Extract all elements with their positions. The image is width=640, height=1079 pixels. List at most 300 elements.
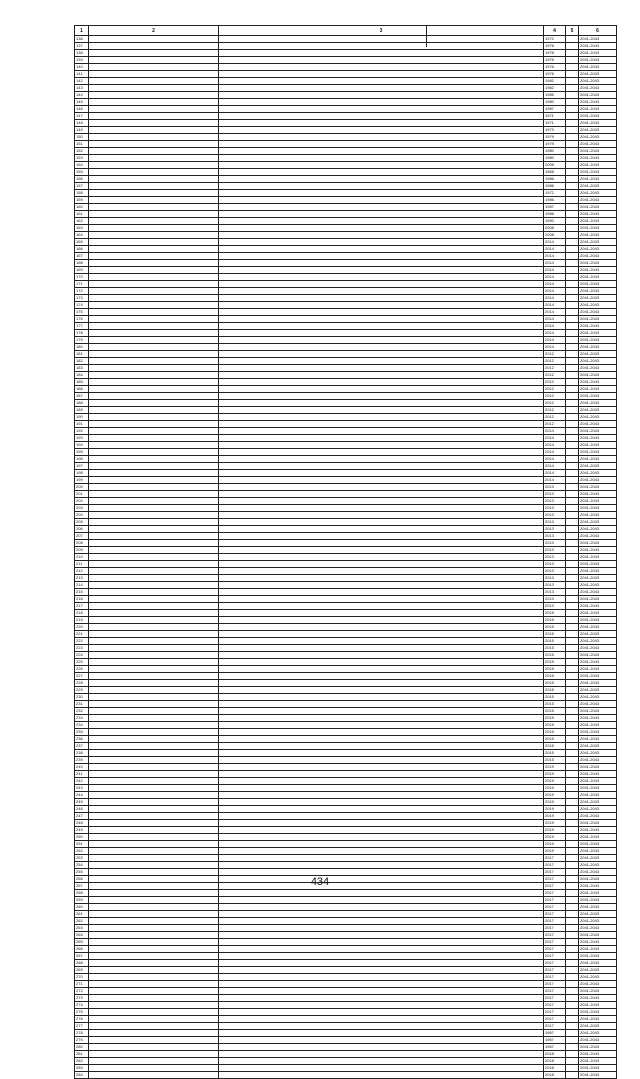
row-number: 249 bbox=[75, 827, 89, 834]
row-period: 2041-2043 bbox=[579, 953, 617, 960]
row-address bbox=[89, 568, 219, 575]
row-number: 138 bbox=[75, 50, 89, 57]
row-spacer bbox=[566, 239, 579, 246]
row-work-type bbox=[219, 344, 544, 351]
row-work-type bbox=[219, 939, 544, 946]
row-number: 233 bbox=[75, 715, 89, 722]
table-row bbox=[75, 120, 617, 127]
row-build-year: 2014 bbox=[544, 463, 566, 470]
row-number: 234 bbox=[75, 722, 89, 729]
row-address bbox=[89, 820, 219, 827]
row-address bbox=[89, 323, 219, 330]
row-spacer bbox=[566, 848, 579, 855]
row-spacer bbox=[566, 554, 579, 561]
row-work-type bbox=[219, 36, 544, 43]
row-build-year: 1980 bbox=[544, 99, 566, 106]
table-row bbox=[75, 148, 617, 155]
row-address bbox=[89, 638, 219, 645]
row-period: 2041-2043 bbox=[579, 344, 617, 351]
row-number: 177 bbox=[75, 323, 89, 330]
table-row bbox=[75, 267, 617, 274]
row-spacer bbox=[566, 652, 579, 659]
row-build-year: 1980 bbox=[544, 148, 566, 155]
row-period: 2041-2043 bbox=[579, 827, 617, 834]
row-number: 269 bbox=[75, 967, 89, 974]
row-number: 169 bbox=[75, 267, 89, 274]
table-row bbox=[75, 953, 617, 960]
table-row bbox=[75, 64, 617, 71]
row-period: 2041-2043 bbox=[579, 1002, 617, 1009]
table-row bbox=[75, 1044, 617, 1051]
row-work-type bbox=[219, 841, 544, 848]
row-number: 283 bbox=[75, 1065, 89, 1072]
row-build-year: 2017 bbox=[544, 911, 566, 918]
row-period: 2041-2043 bbox=[579, 834, 617, 841]
row-build-year: 2014 bbox=[544, 267, 566, 274]
row-work-type bbox=[219, 834, 544, 841]
row-number: 221 bbox=[75, 631, 89, 638]
row-spacer bbox=[566, 99, 579, 106]
row-build-year: 2014 bbox=[544, 260, 566, 267]
row-number: 158 bbox=[75, 190, 89, 197]
table-row bbox=[75, 316, 617, 323]
row-build-year: 2017 bbox=[544, 953, 566, 960]
row-spacer bbox=[566, 680, 579, 687]
row-number: 192 bbox=[75, 428, 89, 435]
row-spacer bbox=[566, 232, 579, 239]
row-work-type bbox=[219, 582, 544, 589]
row-address bbox=[89, 148, 219, 155]
row-address bbox=[89, 344, 219, 351]
row-address bbox=[89, 1051, 219, 1058]
row-number: 254 bbox=[75, 862, 89, 869]
row-build-year: 2012 bbox=[544, 421, 566, 428]
row-number: 200 bbox=[75, 484, 89, 491]
row-work-type bbox=[219, 995, 544, 1002]
row-period: 2041-2043 bbox=[579, 218, 617, 225]
row-build-year: 1986 bbox=[544, 211, 566, 218]
row-number: 215 bbox=[75, 589, 89, 596]
row-work-type bbox=[219, 743, 544, 750]
row-spacer bbox=[566, 743, 579, 750]
row-build-year: 2015 bbox=[544, 701, 566, 708]
row-build-year: 2013 bbox=[544, 533, 566, 540]
row-work-type bbox=[219, 274, 544, 281]
row-build-year: 1976 bbox=[544, 57, 566, 64]
row-period: 2041-2043 bbox=[579, 813, 617, 820]
table-row bbox=[75, 624, 617, 631]
row-period: 2041-2043 bbox=[579, 960, 617, 967]
row-spacer bbox=[566, 561, 579, 568]
row-spacer bbox=[566, 372, 579, 379]
row-build-year: 2015 bbox=[544, 694, 566, 701]
row-spacer bbox=[566, 1072, 579, 1079]
row-build-year: 1971 bbox=[544, 113, 566, 120]
table-row bbox=[75, 414, 617, 421]
row-address bbox=[89, 491, 219, 498]
row-number: 216 bbox=[75, 596, 89, 603]
row-address bbox=[89, 435, 219, 442]
row-work-type bbox=[219, 225, 544, 232]
row-work-type bbox=[219, 302, 544, 309]
row-number: 263 bbox=[75, 925, 89, 932]
row-spacer bbox=[566, 491, 579, 498]
table-row bbox=[75, 981, 617, 988]
row-spacer bbox=[566, 393, 579, 400]
row-build-year: 1976 bbox=[544, 64, 566, 71]
row-number: 203 bbox=[75, 505, 89, 512]
row-number: 273 bbox=[75, 995, 89, 1002]
row-build-year: 2013 bbox=[544, 554, 566, 561]
row-period: 2041-2043 bbox=[579, 764, 617, 771]
row-number: 235 bbox=[75, 729, 89, 736]
row-address bbox=[89, 995, 219, 1002]
row-work-type bbox=[219, 617, 544, 624]
row-build-year: 2014 bbox=[544, 344, 566, 351]
row-period: 2041-2043 bbox=[579, 582, 617, 589]
table-row bbox=[75, 974, 617, 981]
row-spacer bbox=[566, 918, 579, 925]
row-work-type bbox=[219, 547, 544, 554]
row-period: 2041-2043 bbox=[579, 155, 617, 162]
row-spacer bbox=[566, 211, 579, 218]
row-number: 167 bbox=[75, 253, 89, 260]
table-row bbox=[75, 701, 617, 708]
row-period: 2041-2043 bbox=[579, 113, 617, 120]
row-spacer bbox=[566, 1058, 579, 1065]
row-build-year: 2012 bbox=[544, 379, 566, 386]
row-build-year: 2014 bbox=[544, 435, 566, 442]
row-build-year: 2014 bbox=[544, 274, 566, 281]
row-work-type bbox=[219, 988, 544, 995]
row-number: 229 bbox=[75, 687, 89, 694]
row-build-year: 1987 bbox=[544, 106, 566, 113]
row-address bbox=[89, 127, 219, 134]
row-number: 144 bbox=[75, 92, 89, 99]
row-build-year: 2015 bbox=[544, 631, 566, 638]
row-build-year: 2014 bbox=[544, 323, 566, 330]
row-address bbox=[89, 827, 219, 834]
row-number: 261 bbox=[75, 911, 89, 918]
table-row bbox=[75, 1058, 617, 1065]
row-number: 185 bbox=[75, 379, 89, 386]
row-number: 142 bbox=[75, 78, 89, 85]
row-period: 2041-2043 bbox=[579, 162, 617, 169]
row-work-type bbox=[219, 575, 544, 582]
row-work-type bbox=[219, 673, 544, 680]
table-row bbox=[75, 799, 617, 806]
table-row bbox=[75, 533, 617, 540]
row-period: 2041-2043 bbox=[579, 204, 617, 211]
row-address bbox=[89, 1002, 219, 1009]
row-period: 2041-2043 bbox=[579, 64, 617, 71]
table-row bbox=[75, 918, 617, 925]
row-address bbox=[89, 498, 219, 505]
row-period: 2041-2043 bbox=[579, 505, 617, 512]
row-address bbox=[89, 365, 219, 372]
row-number: 231 bbox=[75, 701, 89, 708]
table-row bbox=[75, 652, 617, 659]
row-build-year: 2019 bbox=[544, 848, 566, 855]
row-spacer bbox=[566, 330, 579, 337]
row-spacer bbox=[566, 50, 579, 57]
row-address bbox=[89, 897, 219, 904]
row-address bbox=[89, 295, 219, 302]
row-work-type bbox=[219, 519, 544, 526]
row-address bbox=[89, 547, 219, 554]
header-col-num: 1 bbox=[75, 26, 89, 36]
row-build-year: 2014 bbox=[544, 442, 566, 449]
row-work-type bbox=[219, 421, 544, 428]
table-row bbox=[75, 127, 617, 134]
row-address bbox=[89, 722, 219, 729]
row-work-type bbox=[219, 141, 544, 148]
row-build-year: 2013 bbox=[544, 512, 566, 519]
row-number: 143 bbox=[75, 85, 89, 92]
row-build-year: 2017 bbox=[544, 1009, 566, 1016]
row-spacer bbox=[566, 1016, 579, 1023]
row-build-year: 2012 bbox=[544, 365, 566, 372]
row-spacer bbox=[566, 435, 579, 442]
table-row bbox=[75, 470, 617, 477]
row-build-year: 2014 bbox=[544, 253, 566, 260]
row-build-year: 2013 bbox=[544, 568, 566, 575]
row-number: 184 bbox=[75, 372, 89, 379]
table-row bbox=[75, 813, 617, 820]
row-spacer bbox=[566, 540, 579, 547]
row-period: 2041-2043 bbox=[579, 1051, 617, 1058]
table-row bbox=[75, 36, 617, 43]
row-number: 175 bbox=[75, 309, 89, 316]
table-row bbox=[75, 113, 617, 120]
row-address bbox=[89, 813, 219, 820]
row-work-type bbox=[219, 974, 544, 981]
row-work-type bbox=[219, 323, 544, 330]
row-number: 213 bbox=[75, 575, 89, 582]
table-row bbox=[75, 225, 617, 232]
row-address bbox=[89, 169, 219, 176]
row-work-type bbox=[219, 869, 544, 876]
row-number: 228 bbox=[75, 680, 89, 687]
row-period: 2041-2043 bbox=[579, 92, 617, 99]
row-period: 2041-2043 bbox=[579, 365, 617, 372]
row-spacer bbox=[566, 169, 579, 176]
row-spacer bbox=[566, 1051, 579, 1058]
row-build-year: 1973 bbox=[544, 127, 566, 134]
row-work-type bbox=[219, 701, 544, 708]
header-col-address: 2 bbox=[89, 26, 219, 36]
row-period: 2041-2043 bbox=[579, 596, 617, 603]
row-period: 2041-2043 bbox=[579, 624, 617, 631]
row-number: 272 bbox=[75, 988, 89, 995]
table-row bbox=[75, 50, 617, 57]
row-spacer bbox=[566, 771, 579, 778]
row-spacer bbox=[566, 64, 579, 71]
row-number: 195 bbox=[75, 449, 89, 456]
row-work-type bbox=[219, 358, 544, 365]
row-period: 2041-2043 bbox=[579, 722, 617, 729]
row-period: 2041-2043 bbox=[579, 106, 617, 113]
row-number: 145 bbox=[75, 99, 89, 106]
row-number: 224 bbox=[75, 652, 89, 659]
row-build-year: 2017 bbox=[544, 932, 566, 939]
row-period: 2041-2043 bbox=[579, 323, 617, 330]
row-work-type bbox=[219, 526, 544, 533]
row-build-year: 1986 bbox=[544, 176, 566, 183]
row-work-type bbox=[219, 1065, 544, 1072]
row-build-year: 2012 bbox=[544, 407, 566, 414]
row-build-year: 2017 bbox=[544, 897, 566, 904]
row-work-type bbox=[219, 281, 544, 288]
row-period: 2041-2043 bbox=[579, 43, 617, 50]
row-spacer bbox=[566, 862, 579, 869]
table-row bbox=[75, 785, 617, 792]
row-spacer bbox=[566, 631, 579, 638]
row-address bbox=[89, 393, 219, 400]
row-address bbox=[89, 617, 219, 624]
row-work-type bbox=[219, 603, 544, 610]
row-spacer bbox=[566, 645, 579, 652]
row-number: 242 bbox=[75, 778, 89, 785]
table-row bbox=[75, 582, 617, 589]
row-address bbox=[89, 540, 219, 547]
row-spacer bbox=[566, 113, 579, 120]
row-address bbox=[89, 428, 219, 435]
row-address bbox=[89, 561, 219, 568]
row-build-year: 2014 bbox=[544, 330, 566, 337]
row-work-type bbox=[219, 505, 544, 512]
table-row bbox=[75, 603, 617, 610]
row-address bbox=[89, 778, 219, 785]
row-period: 2041-2043 bbox=[579, 932, 617, 939]
row-address bbox=[89, 925, 219, 932]
row-spacer bbox=[566, 344, 579, 351]
row-spacer bbox=[566, 939, 579, 946]
row-period: 2041-2043 bbox=[579, 337, 617, 344]
table-row bbox=[75, 1002, 617, 1009]
row-period: 2041-2043 bbox=[579, 680, 617, 687]
row-spacer bbox=[566, 400, 579, 407]
table-row bbox=[75, 743, 617, 750]
row-spacer bbox=[566, 687, 579, 694]
row-address bbox=[89, 260, 219, 267]
row-work-type bbox=[219, 92, 544, 99]
row-period: 2041-2043 bbox=[579, 820, 617, 827]
row-number: 241 bbox=[75, 771, 89, 778]
row-spacer bbox=[566, 701, 579, 708]
row-address bbox=[89, 421, 219, 428]
row-work-type bbox=[219, 449, 544, 456]
row-period: 2041-2043 bbox=[579, 442, 617, 449]
row-work-type bbox=[219, 708, 544, 715]
row-spacer bbox=[566, 162, 579, 169]
row-number: 253 bbox=[75, 855, 89, 862]
row-work-type bbox=[219, 246, 544, 253]
row-build-year: 2012 bbox=[544, 393, 566, 400]
row-period: 2041-2043 bbox=[579, 309, 617, 316]
row-work-type bbox=[219, 820, 544, 827]
row-work-type bbox=[219, 232, 544, 239]
row-build-year: 2017 bbox=[544, 883, 566, 890]
table-row bbox=[75, 246, 617, 253]
row-number: 157 bbox=[75, 183, 89, 190]
row-address bbox=[89, 36, 219, 43]
table-row bbox=[75, 407, 617, 414]
row-address bbox=[89, 519, 219, 526]
table-row bbox=[75, 162, 617, 169]
row-work-type bbox=[219, 729, 544, 736]
table-row bbox=[75, 568, 617, 575]
row-number: 219 bbox=[75, 617, 89, 624]
table-row bbox=[75, 561, 617, 568]
row-period: 2041-2043 bbox=[579, 1023, 617, 1030]
row-build-year: 2017 bbox=[544, 988, 566, 995]
row-spacer bbox=[566, 414, 579, 421]
table-row bbox=[75, 708, 617, 715]
row-spacer bbox=[566, 365, 579, 372]
row-number: 237 bbox=[75, 743, 89, 750]
row-work-type bbox=[219, 211, 544, 218]
row-address bbox=[89, 78, 219, 85]
row-address bbox=[89, 99, 219, 106]
row-spacer bbox=[566, 638, 579, 645]
row-spacer bbox=[566, 834, 579, 841]
row-work-type bbox=[219, 862, 544, 869]
row-build-year: 2008 bbox=[544, 225, 566, 232]
row-spacer bbox=[566, 820, 579, 827]
row-address bbox=[89, 50, 219, 57]
row-build-year: 2005 bbox=[544, 162, 566, 169]
row-period: 2041-2043 bbox=[579, 120, 617, 127]
row-spacer bbox=[566, 792, 579, 799]
row-period: 2041-2043 bbox=[579, 673, 617, 680]
row-work-type bbox=[219, 806, 544, 813]
table-row bbox=[75, 43, 617, 50]
row-address bbox=[89, 407, 219, 414]
row-address bbox=[89, 505, 219, 512]
row-address bbox=[89, 155, 219, 162]
row-build-year: 2017 bbox=[544, 981, 566, 988]
row-spacer bbox=[566, 288, 579, 295]
table-row bbox=[75, 610, 617, 617]
table-row bbox=[75, 197, 617, 204]
row-build-year: 1972 bbox=[544, 190, 566, 197]
row-build-year: 2013 bbox=[544, 540, 566, 547]
table-row bbox=[75, 169, 617, 176]
row-address bbox=[89, 1030, 219, 1037]
table-row bbox=[75, 365, 617, 372]
row-build-year: 2019 bbox=[544, 841, 566, 848]
row-work-type bbox=[219, 785, 544, 792]
row-number: 280 bbox=[75, 1044, 89, 1051]
table-row bbox=[75, 722, 617, 729]
row-work-type bbox=[219, 50, 544, 57]
row-period: 2041-2043 bbox=[579, 540, 617, 547]
row-spacer bbox=[566, 582, 579, 589]
row-address bbox=[89, 470, 219, 477]
row-build-year: 1968 bbox=[544, 169, 566, 176]
row-build-year: 2015 bbox=[544, 757, 566, 764]
row-number: 226 bbox=[75, 666, 89, 673]
row-work-type bbox=[219, 1023, 544, 1030]
row-number: 266 bbox=[75, 946, 89, 953]
row-period: 2041-2043 bbox=[579, 799, 617, 806]
row-period: 2041-2043 bbox=[579, 561, 617, 568]
row-period: 2041-2043 bbox=[579, 316, 617, 323]
row-spacer bbox=[566, 407, 579, 414]
row-number: 193 bbox=[75, 435, 89, 442]
table-row bbox=[75, 631, 617, 638]
